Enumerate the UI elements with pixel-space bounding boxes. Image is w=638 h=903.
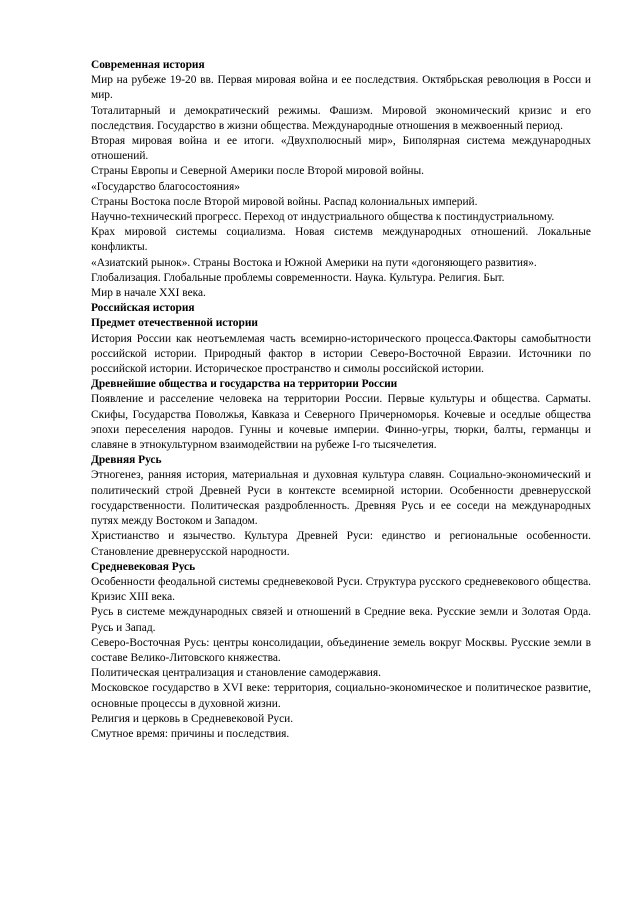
paragraph: Русь в системе международных связей и отношений в Средние века. Русские земли и Золотая Орда. Русь и Запад. xyxy=(91,606,591,634)
paragraph: Этногенез, ранняя история, материальная и духовная культура славян. Социально-экономический и политический строй Древней Руси в контексте всемирной истории. Особенности древнерусской государственности. Политическая раздробленность. Древняя Русь и ее соседи на международных путях между Востоком и Западом. xyxy=(91,469,591,528)
heading-russian-history: Российская история xyxy=(91,302,195,315)
document-page xyxy=(91,58,591,742)
paragraph: Страны Европы и Северной Америки после Второй мировой войны. xyxy=(91,165,425,178)
paragraph: Религия и церковь в Средневековой Руси. xyxy=(91,712,294,725)
paragraph: Политическая централизация и становление самодержавия. xyxy=(91,667,381,680)
paragraph: Крах мировой системы социализма. Новая системв международных отношений. Локальные конфликты. xyxy=(91,226,591,254)
paragraph: Глобализация. Глобальные проблемы современности. Наука. Культура. Религия. Быт. xyxy=(91,271,505,284)
paragraph: Научно-технический прогресс. Переход от индустриального общества к постиндустриальному. xyxy=(91,211,555,224)
heading-ancient-societies: Древнейшие общества и государства на территории России xyxy=(91,378,398,391)
heading-modern-history: Современная история xyxy=(91,59,205,71)
heading-medieval-rus: Средневековая Русь xyxy=(91,560,196,573)
paragraph: Тоталитарный и демократический режимы. Фашизм. Мировой экономический кризис и его последствия. Государство в жизни общества. Международные отношения в межвоенный период. xyxy=(91,104,591,132)
paragraph: История России как неотъемлемая часть всемирно-исторического процесса.Факторы самобытности российской истории. Природный фактор в истории Северо-Восточной Евразии. Источники по российской истории. Историческое пространство и симолы российской истории. xyxy=(91,332,591,376)
paragraph: «Азиатский рынок». Страны Востока и Южной Америки на пути «догоняющего развития». xyxy=(91,256,537,269)
paragraph: Московское государство в XVI веке: территория, социально-экономическое и политическое развитие, основные процессы в духовной жизни. xyxy=(91,682,591,710)
paragraph: Христианство и язычество. Культура Древней Руси: единство и региональные особенности. Становление древнерусской народности. xyxy=(91,530,591,558)
paragraph: Вторая мировая война и ее итоги. «Двухполюсный мир», Биполярная система международных отношений. xyxy=(91,135,591,163)
paragraph: Появление и расселение человека на территории России. Первые культуры и общества. Сарматы. Скифы, Государства Поволжья, Кавказа и Северного Причерноморья. Кочевые и оседлые общества эпохи переселения народов. Гунны и кочевые империи. Финно-угры, тюрки, балты, германцы и славяне в этнокультурном взаимодействии на рубеже I-го тысячелетия. xyxy=(91,393,591,452)
paragraph: «Государство благосостояния» xyxy=(91,180,240,193)
paragraph: Северо-Восточная Русь: центры консолидации, объединение земель вокруг Москвы. Русские земли в составе Велико-Литовского княжества. xyxy=(91,636,591,664)
heading-subject: Предмет отечественной истории xyxy=(91,317,258,330)
paragraph: Смутное время: причины и последствия. xyxy=(91,727,290,740)
paragraph: Мир в начале XXI века. xyxy=(91,287,206,300)
paragraph: Особенности феодальной системы средневековой Руси. Структура русского средневекового общества. Кризис XIII века. xyxy=(91,575,591,604)
paragraph: Мир на рубеже 19-20 вв. Первая мировая война и ее последствия. Октябрьская революция в Росси и мир. xyxy=(91,74,591,102)
heading-ancient-rus: Древняя Русь xyxy=(91,454,162,467)
paragraph: Страны Востока после Второй мировой войны. Распад колониальных империй. xyxy=(91,195,478,208)
